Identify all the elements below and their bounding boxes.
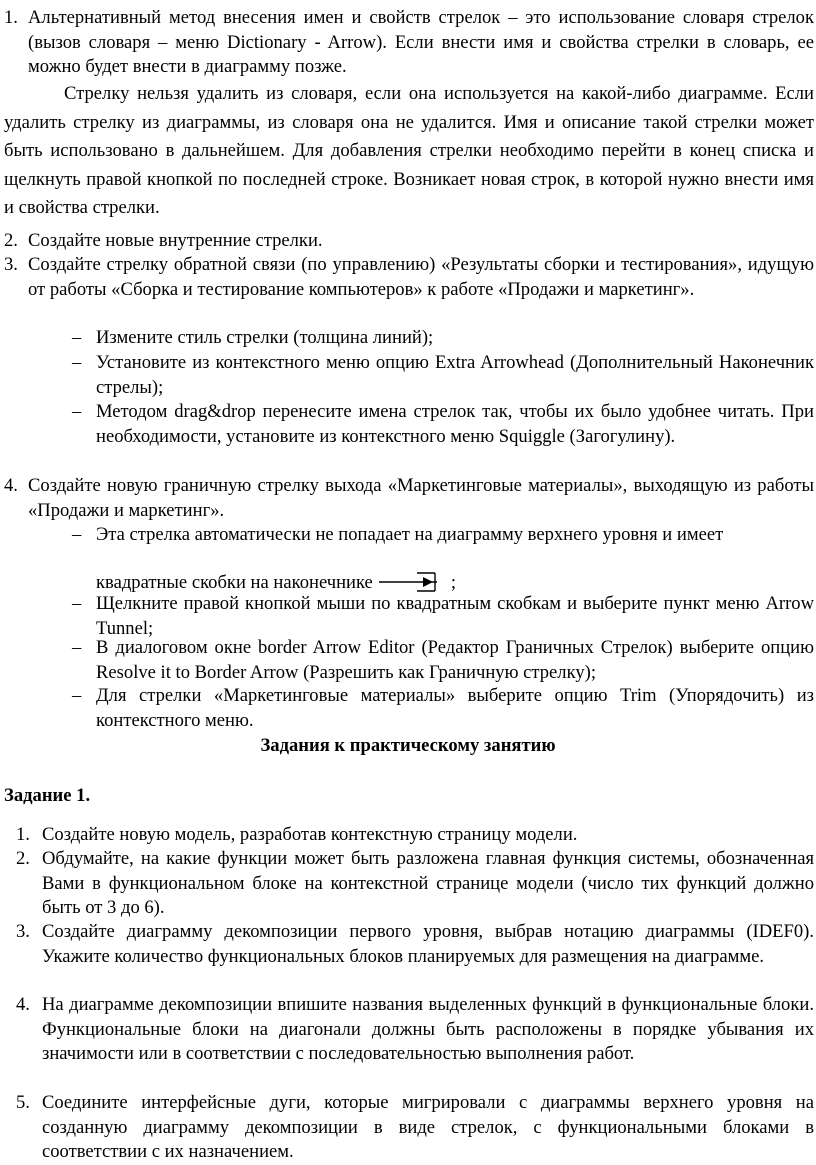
- task-text: На диаграмме декомпозиции впишите названия выделенных функций в функциональные блоки. Функциональные блоки на диагонали должны быть расположены в порядке убывания их значимости или в соответствии с последовательностью выполнения работ.: [42, 994, 814, 1064]
- task-number: 2.: [16, 848, 30, 869]
- sub-list-text: В диалоговом окне border Arrow Editor (Редактор Граничных Стрелок) выберите опцию Resolve it to Border Arrow (Разрешить как Граничную стрелку);: [96, 637, 814, 683]
- sub-list-text: Методом drag&drop перенесите имена стрелок так, чтобы их было удобнее читать. При необходимости, установите из контекстного меню Squiggle (Загогулину).: [96, 401, 814, 447]
- list-number: 3.: [4, 254, 18, 275]
- task-text: Обдумайте, на какие функции может быть разложена главная функция системы, обозначенная Вами в функциональном блоке на контекстной странице модели (число тих функций должно быть от 3 до 6).: [42, 848, 814, 918]
- list-text: Создайте новую граничную стрелку выхода «Маркетинговые материалы», выходящую из работы «Продажи и маркетинг».: [28, 475, 814, 521]
- list-text: Создайте новые внутренние стрелки.: [28, 230, 323, 251]
- task-number: 1.: [16, 824, 30, 845]
- task-number: 4.: [16, 994, 30, 1015]
- sub-list-text: Щелкните правой кнопкой мыши по квадратным скобкам и выберите пункт меню Arrow Tunnel;: [96, 593, 814, 639]
- list-text: Создайте стрелку обратной связи (по управлению) «Результаты сборки и тестирования», идущую от работы «Сборка и тестирование компьютеров» к работе «Продажи и маркетинг».: [28, 254, 814, 300]
- sub-list-text: Измените стиль стрелки (толщина линий);: [96, 327, 434, 348]
- sub-list-text-part: квадратные скобки на наконечнике: [96, 572, 373, 593]
- section-title: Задания к практическому занятию: [260, 735, 556, 756]
- dash-bullet: –: [72, 401, 82, 422]
- task-title: Задание 1.: [4, 785, 91, 806]
- list-number: 2.: [4, 230, 18, 251]
- task-text: Создайте новую модель, разработав контекстную страницу модели.: [42, 824, 578, 845]
- sub-list-text: Эта стрелка автоматически не попадает на диаграмму верхнего уровня и имеет: [96, 524, 724, 545]
- dash-bullet: –: [72, 593, 82, 614]
- sub-list-text-tail: ;: [450, 572, 456, 593]
- task-number: 3.: [16, 921, 30, 942]
- task-number: 5.: [16, 1092, 30, 1113]
- sub-list-text: Для стрелки «Маркетинговые материалы» выберите опцию Trim (Упорядочить) из контекстного меню.: [96, 685, 814, 731]
- sub-list-text: Установите из контекстного меню опцию Extra Arrowhead (Дополнительный Наконечник стрелы);: [96, 352, 814, 398]
- dash-bullet: –: [72, 327, 82, 348]
- list-number: 1.: [4, 7, 18, 28]
- list-number: 4.: [4, 475, 18, 496]
- task-text: Создайте диаграмму декомпозиции первого уровня, выбрав нотацию диаграммы (IDEF0). Укажите количество функциональных блоков планируемых для размещения на диаграмме.: [42, 921, 814, 967]
- dash-bullet: –: [72, 352, 82, 373]
- paragraph: Стрелку нельзя удалить из словаря, если она используется на какой-либо диаграмме. Если удалить стрелку из диаграммы, из словаря она не удалится. Имя и описание такой стрелки может быть использовано в дальнейшем. Для добавления стрелки необходимо перейти в конец списка и щелкнуть правой кнопкой по последней строке. Возникает новая строк, в которой нужно внести имя и свойства стрелки.: [4, 83, 814, 219]
- dash-bullet: –: [72, 685, 82, 706]
- task-text: Соедините интерфейсные дуги, которые мигрировали с диаграммы верхнего уровня на созданную диаграмму декомпозиции в виде стрелок, с функциональными блоками в соответствии с их назначением.: [42, 1092, 814, 1162]
- list-text: Альтернативный метод внесения имен и свойств стрелок – это использование словаря стрелок (вызов словаря – меню Dictionary - Arrow). Если внести имя и свойства стрелки в словарь, ее можно будет внести в диаграмму позже.: [28, 7, 814, 77]
- dash-bullet: –: [72, 637, 82, 658]
- dash-bullet: –: [72, 524, 82, 545]
